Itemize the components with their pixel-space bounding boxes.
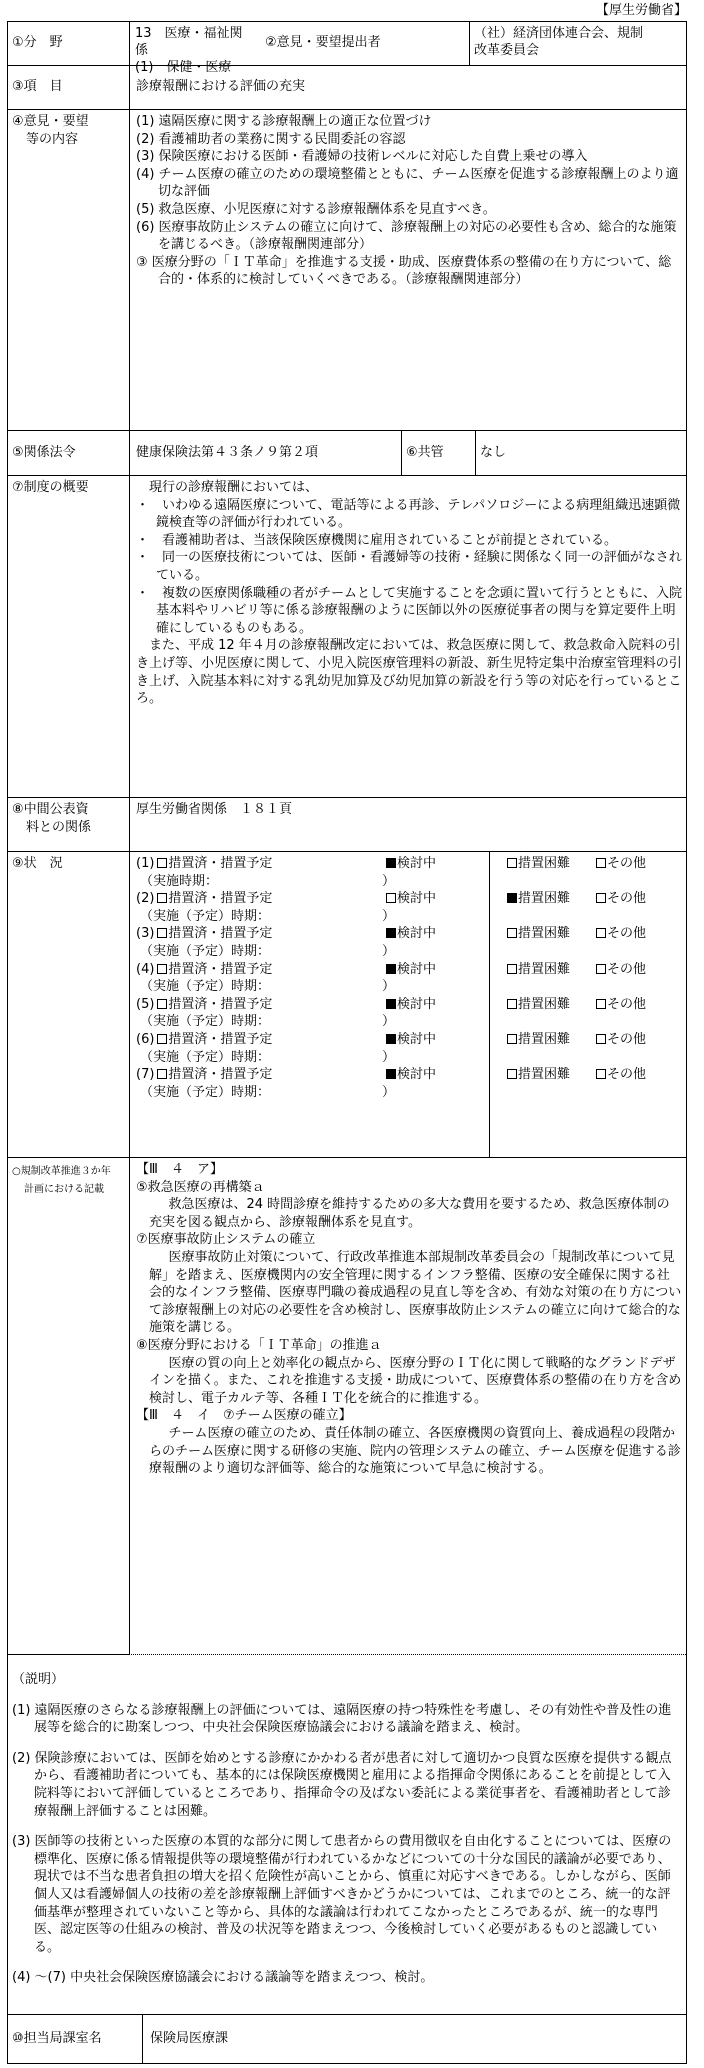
status-period — [136, 943, 682, 961]
status-option-review[interactable] — [386, 1031, 436, 1049]
status-option-difficult[interactable] — [507, 890, 570, 908]
department-label: ⑩担当局課室名 — [8, 2015, 143, 2063]
status-period — [136, 1049, 682, 1067]
checked-box-icon[interactable] — [386, 1034, 396, 1044]
status-option-difficult[interactable] — [507, 855, 570, 873]
status-period-label: （実施（予定）時期： — [140, 1014, 271, 1030]
status-option-other[interactable] — [596, 890, 646, 908]
status-option-other[interactable] — [596, 855, 646, 873]
status-period — [136, 873, 682, 891]
submitter-line-1: （社）経済団体連合会、規制 — [474, 26, 644, 41]
interim-report-label — [8, 798, 130, 851]
plan-body: 救急医療は、24 時間診療を維持するための多大な費用を要するため、救急医療体制の充実を図る観点から、診療報酬体系を見直す。 — [149, 1197, 670, 1230]
status-period-close: ） — [382, 1049, 396, 1065]
status-item-number: (4) — [136, 961, 155, 977]
field-label: ①分 野 — [8, 22, 130, 65]
status-period — [136, 1084, 682, 1102]
status-item-number: (7) — [136, 1067, 155, 1083]
reform-plan-content — [130, 1158, 686, 1654]
checked-box-icon[interactable] — [386, 1069, 396, 1079]
status-item-number: (5) — [136, 996, 155, 1012]
status-option-review[interactable] — [386, 925, 436, 943]
unchecked-box-icon[interactable] — [157, 1034, 167, 1044]
reform-plan-label — [8, 1158, 130, 1654]
status-period-close: ） — [382, 1014, 396, 1030]
status-period-label: （実施時期： — [140, 873, 219, 889]
row-system-overview — [8, 475, 686, 797]
status-option-review-label: 検討中 — [397, 856, 437, 871]
interim-label-line-2: 料との関係 — [26, 819, 92, 835]
related-law-value: 健康保険法第４３条ノ９第２項 — [136, 445, 319, 460]
plan-heading: 【Ⅲ ４ イ ⑦チーム医療の確立】 — [136, 1408, 352, 1424]
related-law-label: ⑤関係法令 — [8, 431, 130, 475]
status-option-difficult[interactable] — [507, 996, 570, 1014]
status-option-other[interactable] — [596, 925, 646, 943]
status-label: ⑨状 況 — [8, 852, 130, 1157]
interim-report-value: 厚生労働省関係 １８１頁 — [136, 802, 293, 817]
plan-body: 医療事故防止対策について、行政改革推進本部規制改革委員会の「規制改革について見解」を踏まえ、医療機関内の安全管理に関するインフラ整備、医療の安全確保に関する社会的なインフラ整備、医療専門職の養成過程の見直し等を含め、有効な対策の在り方について診療報酬上の対応の必要性を含め検討し、医療事故防止システムの確立に向けて総合的な施策を講じる。 — [149, 1249, 682, 1336]
status-option-other-label: その他 — [607, 996, 647, 1012]
explanation-item: (2) 保険診療においては、医師を始めとする診療にかかわる者が患者に対して適切かつ良質な医療を提供する観点から、看護補助者についても、基本的には保険医療機関と雇用による指揮命令関係にあることを前提として入院料等において評価しているところであり、指揮命令の及ばない委託による業従事者を、看護補助者として診療報酬上評価することは困難。 — [12, 1750, 672, 1819]
overview-bullet: ・ 複数の医療関係職種の者がチームとして実施することを念頭に置いて行うとともに、入院基本料やリハビリ等に係る診療報酬のように医師以外の医療従事者の関与を算定要件上明確にしているものもある。 — [136, 585, 683, 636]
status-option-review-label: 検討中 — [397, 1031, 437, 1047]
explanation-item: (3) 医師等の技術といった医療の本質的な部分に関して患者からの費用徴収を自由化することについては、医療の標準化、医療に係る情報提供等の環境整備が行われているかなどについての十分な国民的議論が必要であり、現状では不当な患者負担の増大を招く危険性が高いことから、慎重に対応すべきである。しかしながら、医師個人又は看護婦個人の技術の差を診療報酬上評価すべきかどうかについては、これまでのところ、統一的な評価基準が整理されていないこと等から、具体的な議論は行われてこなかったところであるが、統一的な専門医、認定医等の仕組みの検討、普及の状況等を踏まえつつ、今後検討していく必要があるものと認識している。 — [12, 1834, 672, 1955]
overview-intro: 現行の診療報酬においては、 — [149, 480, 319, 495]
status-list — [130, 852, 686, 1157]
unchecked-box-icon[interactable] — [157, 1069, 167, 1079]
status-period-close: ） — [382, 943, 396, 959]
ministry-header: 【厚生労働省】 — [595, 3, 687, 18]
status-option-done-label: 措置済・措置予定 — [168, 856, 273, 871]
status-item — [136, 961, 682, 979]
status-option-review[interactable] — [386, 996, 436, 1014]
status-option-done-label: 措置済・措置予定 — [168, 926, 273, 942]
checked-box-icon[interactable] — [386, 858, 396, 868]
request-label-line-1: ④意見・要望 — [12, 114, 89, 129]
status-item-number: (6) — [136, 1031, 155, 1047]
status-item-number: (1) — [136, 856, 155, 871]
status-option-other[interactable] — [596, 961, 646, 979]
status-option-difficult-label: 措置困難 — [518, 996, 571, 1012]
row-status — [8, 851, 686, 1157]
status-item-number: (2) — [136, 891, 155, 907]
status-option-done-label: 措置済・措置予定 — [168, 891, 273, 907]
checked-box-icon[interactable] — [507, 893, 517, 903]
unchecked-box-icon[interactable] — [507, 999, 517, 1009]
reform-plan-label-line-1: ○規制改革推進３か年 — [12, 1166, 111, 1177]
status-period — [136, 1013, 682, 1031]
status-option-done-label: 措置済・措置予定 — [168, 1067, 273, 1083]
row-interim-report — [8, 797, 686, 851]
status-option-difficult-label: 措置困難 — [518, 961, 571, 977]
status-period — [136, 978, 682, 996]
unchecked-box-icon[interactable] — [596, 1069, 606, 1079]
explanation-heading: （説明） — [12, 1672, 65, 1687]
status-option-other-label: その他 — [607, 856, 647, 871]
status-item — [136, 1066, 682, 1084]
status-option-done[interactable] — [136, 855, 272, 873]
plan-body: チーム医療の確立のため、責任体制の確立、各医療機関の資質向上、養成過程の段階からのチーム医療に関する研修の実施、院内の管理システムの確立、チーム医療を促進する診療報酬のより適切な評価等、総合的な施策について早急に検討する。 — [149, 1425, 681, 1477]
unchecked-box-icon[interactable] — [157, 858, 167, 868]
status-item — [136, 996, 682, 1014]
status-option-difficult[interactable] — [507, 1031, 570, 1049]
status-period-label: （実施（予定）時期： — [140, 1049, 271, 1065]
unchecked-box-icon[interactable] — [157, 928, 167, 938]
request-item: (6) 医療事故防止システムの確立に向けて、診療報酬上の対応の必要性も含め、総合的な施策を講じるべき。（診療報酬関連部分） — [136, 219, 677, 253]
status-period-close: ） — [382, 908, 396, 924]
status-period-label: （実施（予定）時期： — [140, 943, 271, 959]
status-period-label: （実施（予定）時期： — [140, 1084, 271, 1100]
unchecked-box-icon[interactable] — [507, 964, 517, 974]
row-related-law — [8, 430, 686, 475]
plan-heading: 【Ⅲ ４ ア】 — [136, 1162, 223, 1177]
request-table — [7, 21, 687, 2064]
plan-heading: ⑦医療事故防止システムの確立 — [136, 1232, 316, 1248]
status-option-review-label: 検討中 — [397, 1067, 437, 1083]
unchecked-box-icon[interactable] — [596, 1034, 606, 1044]
reform-plan-label-line-2: 計画における記載 — [24, 1183, 104, 1195]
request-label — [8, 110, 130, 430]
status-option-done[interactable] — [136, 1031, 272, 1049]
status-option-done[interactable] — [136, 996, 272, 1014]
request-label-line-2: 等の内容 — [26, 131, 79, 147]
unchecked-box-icon[interactable] — [596, 999, 606, 1009]
status-option-difficult[interactable] — [507, 961, 570, 979]
row-explanation — [8, 1654, 686, 2014]
request-item: (3) 保険医療における医師・看護婦の技術レベルに対応した自費上乗せの導入 — [136, 149, 588, 165]
status-option-done-label: 措置済・措置予定 — [168, 996, 273, 1012]
status-item-number: (3) — [136, 926, 155, 942]
plan-heading: ⑤救急医療の再構築ａ — [136, 1179, 265, 1195]
item-value: 診療報酬における評価の充実 — [136, 79, 306, 94]
submitter-label: ②意見・要望提出者 — [265, 35, 381, 50]
status-period-close: ） — [382, 873, 396, 889]
submitter-value — [469, 22, 686, 65]
row-reform-plan — [8, 1157, 686, 1654]
status-option-done[interactable] — [136, 925, 272, 943]
field-line-2: (1) 保健・医療 — [135, 60, 232, 75]
status-option-review[interactable] — [386, 961, 436, 979]
status-option-review[interactable] — [386, 1066, 436, 1084]
status-item — [136, 925, 682, 943]
unchecked-box-icon[interactable] — [596, 858, 606, 868]
status-option-review-label: 検討中 — [397, 891, 437, 907]
field-value — [130, 22, 260, 75]
status-option-done-label: 措置済・措置予定 — [168, 961, 273, 977]
unchecked-box-icon[interactable] — [507, 1069, 517, 1079]
overview-bullet: ・ いわゆる遠隔医療について、電話等による再診、テレパソロジーによる病理組織迅速顕微鏡検査等の評価が行われている。 — [136, 497, 681, 531]
status-period-close: ） — [382, 979, 396, 995]
unchecked-box-icon[interactable] — [157, 999, 167, 1009]
request-item: ③ 医療分野の「ＩＴ革命」を推進する支援・助成、医療費体系の整備の在り方について、総合的・体系的に検討していくべきである。（診療報酬関連部分） — [136, 254, 672, 288]
status-option-review[interactable] — [386, 890, 436, 908]
unchecked-box-icon[interactable] — [507, 1034, 517, 1044]
unchecked-box-icon[interactable] — [507, 858, 517, 868]
request-item: (2) 看護補助者の業務に関する民間委託の容認 — [136, 131, 406, 147]
status-option-difficult-label: 措置困難 — [518, 1067, 571, 1083]
row-request-content — [8, 109, 686, 430]
status-item — [136, 1031, 682, 1049]
unchecked-box-icon[interactable] — [157, 893, 167, 903]
status-option-other-label: その他 — [607, 926, 647, 942]
overview-bullet: ・ 看護補助者は、当該保険医療機関に雇用されていることが前提とされている。 — [136, 532, 618, 548]
status-period-close: ） — [382, 1084, 396, 1100]
explanation — [8, 1655, 686, 1987]
unchecked-box-icon[interactable] — [507, 928, 517, 938]
interim-label-line-1: ⑧中間公表資 — [12, 802, 89, 817]
joint-value: なし — [480, 445, 507, 460]
item-label: ③項 目 — [8, 66, 130, 109]
field-line-1: 13 医療・福祉関係 — [135, 26, 243, 58]
status-option-review[interactable] — [386, 855, 436, 873]
explanation-item: (1) 遠隔医療のさらなる診療報酬上の評価については、遠隔医療の持つ特殊性を考慮し、その有効性や普及性の進展等を総合的に勘案しつつ、中央社会保険医療協議会における議論を踏まえ、検討。 — [12, 1702, 672, 1736]
explanation-item: (4) ～(7) 中央社会保険医療協議会における議論等を踏まえつつ、検討。 — [12, 1970, 434, 1986]
status-option-done[interactable] — [136, 1066, 272, 1084]
status-option-difficult[interactable] — [507, 925, 570, 943]
request-item: (1) 遠隔医療に関する診療報酬上の適正な位置づけ — [136, 114, 432, 129]
status-option-difficult[interactable] — [507, 1066, 570, 1084]
status-option-review-label: 検討中 — [397, 926, 437, 942]
system-overview-content — [130, 476, 686, 797]
request-item: (5) 救急医療、小児医療に対する診療報酬体系を見直すべき。 — [136, 201, 496, 217]
status-option-difficult-label: 措置困難 — [518, 1031, 571, 1047]
status-option-other-label: その他 — [607, 891, 647, 907]
plan-body: 医療の質の向上と効率化の観点から、医療分野のＩＴ化に関して戦略的なグランドデザインを描く。また、これを推進する支援・助成について、医療費体系の整備の在り方を含め検討し、電子カルテ等、各種ＩＴ化を統合的に推進する。 — [149, 1355, 682, 1406]
submitter-line-2: 改革委員会 — [474, 43, 540, 58]
status-option-other[interactable] — [596, 996, 646, 1014]
unchecked-box-icon[interactable] — [157, 964, 167, 974]
status-period-label: （実施（予定）時期： — [140, 908, 271, 924]
joint-label: ⑥共管 — [406, 445, 444, 460]
status-option-done-label: 措置済・措置予定 — [168, 1031, 273, 1047]
unchecked-box-icon[interactable] — [596, 893, 606, 903]
system-overview-label: ⑦制度の概要 — [8, 476, 130, 797]
status-option-other-label: その他 — [607, 1067, 647, 1083]
status-period-label: （実施（予定）時期： — [140, 979, 271, 995]
status-option-other[interactable] — [596, 1031, 646, 1049]
department-value: 保険局医療課 — [150, 2031, 229, 2046]
overview-closing: また、平成 12 年４月の診療報酬改定においては、救急医療に関して、救急救命入院料の引き上げ等、小児医療に関して、小児入院医療管理料の新設、新生児特定集中治療室管理料の引き上げ、入院基本料に対する乳幼児加算及び幼児加算の新設を行う等の対応を行っているところ。 — [136, 638, 682, 707]
status-item — [136, 890, 682, 908]
status-period — [136, 908, 682, 926]
status-option-difficult-label: 措置困難 — [518, 926, 571, 942]
status-option-other-label: その他 — [607, 1031, 647, 1047]
unchecked-box-icon[interactable] — [596, 928, 606, 938]
row-department — [8, 2014, 686, 2063]
overview-bullet: ・ 同一の医療技術については、医師・看護婦等の技術・経験に関係なく同一の評価がなされている。 — [136, 550, 682, 583]
request-content — [130, 110, 686, 430]
status-option-other[interactable] — [596, 1066, 646, 1084]
status-item — [136, 855, 682, 873]
unchecked-box-icon[interactable] — [386, 893, 396, 903]
checked-box-icon[interactable] — [386, 928, 396, 938]
status-option-difficult-label: 措置困難 — [518, 856, 571, 871]
status-option-review-label: 検討中 — [397, 961, 437, 977]
unchecked-box-icon[interactable] — [596, 964, 606, 974]
status-option-difficult-label: 措置困難 — [518, 891, 571, 907]
request-item: (4) チーム医療の確立のための環境整備とともに、チーム医療を促進する診療報酬上のより適切な評価 — [136, 166, 679, 200]
row-item — [8, 65, 686, 109]
plan-heading: ⑧医療分野における「ＩＴ革命」の推進ａ — [136, 1337, 382, 1353]
status-option-other-label: その他 — [607, 961, 647, 977]
status-option-review-label: 検討中 — [397, 996, 437, 1012]
checked-box-icon[interactable] — [386, 999, 396, 1009]
status-option-done[interactable] — [136, 890, 272, 908]
checked-box-icon[interactable] — [386, 964, 396, 974]
row-field — [8, 22, 686, 75]
status-option-done[interactable] — [136, 961, 272, 979]
